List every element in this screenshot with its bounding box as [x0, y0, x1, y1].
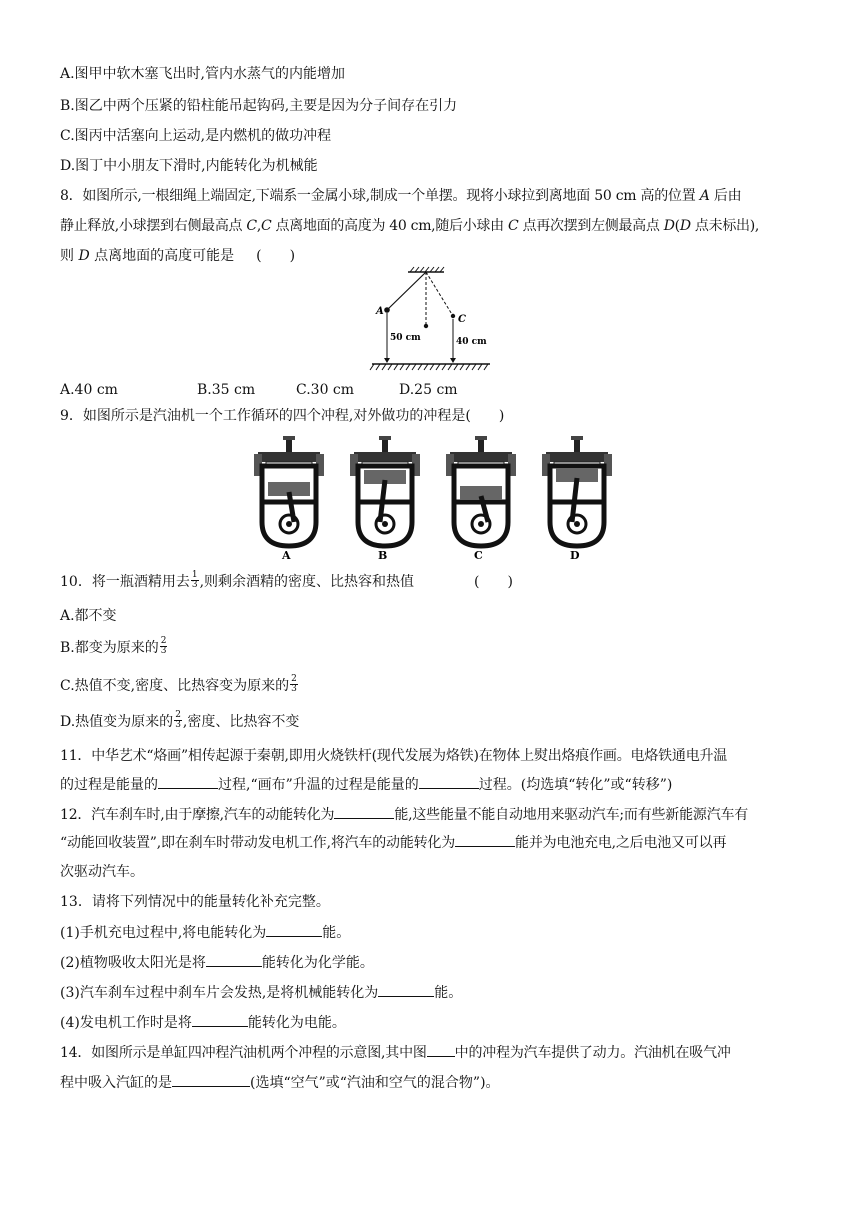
q13-intro: 13．请将下列情况中的能量转化补充完整。	[60, 894, 330, 910]
point-c-label: C	[246, 218, 257, 234]
answer-blank[interactable]	[172, 1072, 250, 1087]
answer-blank[interactable]	[455, 832, 515, 847]
q12-line3: 次驱动汽车。	[60, 864, 144, 880]
q8-text: 静止释放,小球摆到右侧最高点	[60, 218, 247, 234]
fig-height-50: 50 cm	[390, 333, 421, 343]
engine-label-a: A	[282, 549, 291, 562]
fraction-two-thirds: $\frac{2}{3}$	[291, 673, 297, 694]
answer-blank[interactable]	[192, 1012, 248, 1027]
q8-text-line1	[60, 186, 810, 206]
q8-text-line2	[60, 216, 810, 236]
fraction-two-thirds: $\frac{2}{3}$	[160, 635, 167, 656]
answer-blank[interactable]	[378, 982, 434, 997]
point-d-label: D	[679, 218, 691, 234]
engine-label-b: B	[378, 549, 388, 562]
q8-text: (	[674, 218, 680, 234]
fig-label-c: C	[458, 314, 466, 325]
q11-line1: 11．中华艺术“烙画”相传起源于秦朝,即用火烧铁杆(现代发展为烙铁)在物体上熨出烙痕作画。电烙铁通电升温	[60, 748, 728, 764]
q12-line2: “动能回收装置”,即在刹车时带动发电机工作,将汽车的动能转化为 能并为电池充电,之后电池又可以再	[60, 832, 810, 853]
q14-line2: 程中吸入汽缸的是 (选填“空气”或“汽油和空气的混合物”)。	[60, 1072, 810, 1093]
q8-text: 后由	[709, 188, 742, 204]
point-d-label: D	[78, 248, 90, 264]
engine-label-d: D	[570, 549, 580, 562]
q13-sub4: (4)发电机工作时是将 能转化为电能。	[60, 1012, 810, 1033]
q9-text: 9．如图所示是汽油机一个工作循环的四个冲程,对外做功的冲程是( )	[60, 408, 505, 424]
q7-option-c: C.图丙中活塞向上运动,是内燃机的做功冲程	[60, 128, 332, 144]
fig-label-a: A	[376, 306, 384, 317]
q8-text: ,	[256, 218, 261, 234]
q7-option-a: A.图甲中软木塞飞出时,管内水蒸气的内能增加	[60, 66, 346, 82]
engine-strokes-figure	[252, 432, 622, 564]
q7-option-b: B.图乙中两个压紧的铅柱能吊起钩码,主要是因为分子间存在引力	[60, 98, 458, 114]
q7-option-d: D.图丁中小朋友下滑时,内能转化为机械能	[60, 158, 318, 174]
q8-text: 点未标出),	[690, 218, 760, 234]
answer-blank[interactable]	[334, 804, 394, 819]
q13-sub3: (3)汽车刹车过程中刹车片会发热,是将机械能转化为 能。	[60, 982, 810, 1003]
answer-paren: ( )	[474, 574, 513, 590]
q8-text: 则	[60, 248, 79, 264]
fraction-two-thirds: $\frac{2}{3}$	[175, 709, 181, 730]
q8-option-a: A.40 cm	[60, 382, 118, 398]
fig-height-40: 40 cm	[456, 337, 487, 347]
answer-blank[interactable]	[266, 922, 322, 937]
q10-option-d: D.热值变为原来的 $\frac{2}{3}$ ,密度、比热容不变	[60, 709, 300, 730]
q11-line2: 的过程是能量的 过程,“画布”升温的过程是能量的 过程。(均选填“转化”或“转移”)	[60, 774, 810, 795]
point-a-label: A	[699, 188, 710, 204]
engine-label-c: C	[474, 549, 483, 562]
answer-blank[interactable]	[206, 952, 262, 967]
q8-text: 点再次摆到左侧最高点	[518, 218, 664, 234]
q13-sub1: (1)手机充电过程中,将电能转化为 能。	[60, 922, 810, 943]
q8-option-c: C.30 cm	[296, 382, 355, 398]
q8-text: 点离地面的高度为 40 cm,随后小球由	[271, 218, 508, 234]
q8-text: 点离地面的高度可能是	[89, 248, 235, 264]
pendulum-figure	[360, 266, 500, 376]
q13-sub2: (2)植物吸收太阳光是将 能转化为化学能。	[60, 952, 810, 973]
q10-text-part: ,则剩余酒精的密度、比热容和热值	[199, 574, 415, 590]
q8-text-line3	[60, 246, 810, 266]
q8-option-b: B.35 cm	[197, 382, 256, 398]
q10-text	[60, 569, 810, 592]
answer-blank[interactable]	[419, 774, 479, 789]
answer-blank[interactable]	[427, 1042, 455, 1057]
q10-option-b: B.都变为原来的 $\frac{2}{3}$	[60, 635, 167, 656]
point-d-label: D	[663, 218, 675, 234]
answer-paren: ( )	[256, 248, 296, 264]
q12-line1: 12．汽车刹车时,由于摩擦,汽车的动能转化为 能,这些能量不能自动地用来驱动汽车;而有些新能源汽车有	[60, 804, 810, 825]
answer-blank[interactable]	[158, 774, 218, 789]
q14-line1: 14．如图所示是单缸四冲程汽油机两个冲程的示意图,其中图 中的冲程为汽车提供了动力。汽油机在吸气冲	[60, 1042, 810, 1063]
point-c-label: C	[260, 218, 272, 234]
q10-text-part: 10．将一瓶酒精用去	[60, 574, 190, 590]
q10-option-a: A.都不变	[60, 608, 117, 624]
q8-option-d: D.25 cm	[399, 382, 458, 398]
q10-option-c: C.热值不变,密度、比热容变为原来的 $\frac{2}{3}$	[60, 673, 297, 694]
fraction-one-third: $\frac{1}{3}$	[191, 569, 198, 590]
q8-text: 8．如图所示,一根细绳上端固定,下端系一金属小球,制成一个单摆。现将小球拉到离地面 50 cm 高的位置	[60, 188, 700, 204]
point-c-label: C	[508, 218, 519, 234]
